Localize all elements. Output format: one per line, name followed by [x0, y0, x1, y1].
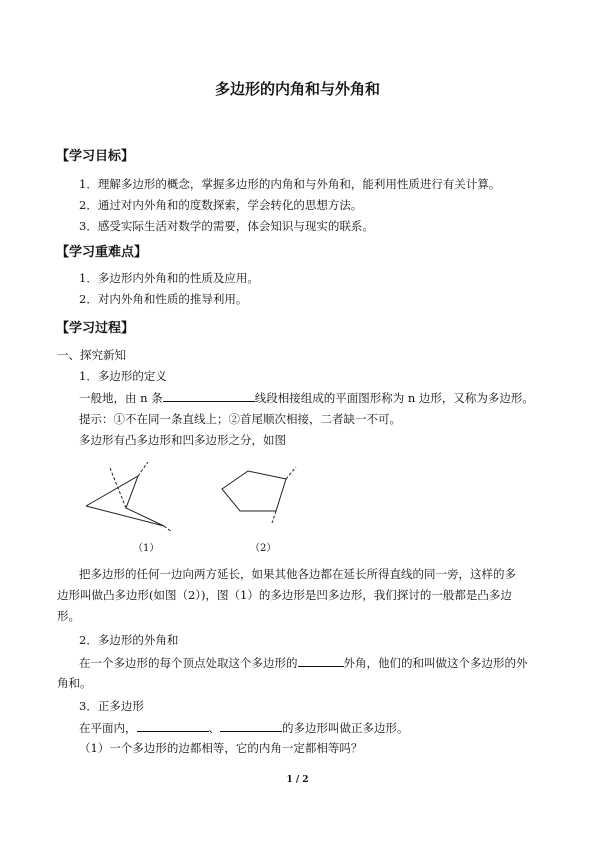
regular-text-b: 的多边形叫做正多边形。 — [282, 721, 409, 735]
goal-item-1: 1．理解多边形的概念，掌握多边形的内角和与外角和，能利用性质进行有关计算。 — [79, 177, 501, 191]
definition-blank[interactable] — [163, 390, 255, 402]
definition-text-a: 一般地，由 n 条 — [79, 391, 163, 405]
convex-paragraph-line-3: 形。 — [57, 609, 80, 623]
regular-blank-2[interactable] — [220, 720, 282, 732]
goal-item-3: 3．感受实际生活对数学的需要，体会知识与现实的联系。 — [79, 219, 374, 233]
figure-2-caption: （2） — [250, 543, 277, 554]
definition-line — [79, 390, 534, 405]
convex-paragraph-line-1: 把多边形的任何一边向两方延长，如果其他各边都在延长所得直线的同一旁，这样的多 — [79, 567, 516, 581]
convex-paragraph-line-2: 边形叫做凸多边形(如图（2）)，图（1）的多边形是凹多边形，我们探讨的一般都是凸多边 — [57, 588, 512, 602]
key-point-1: 1．多边形内外角和的性质及应用。 — [79, 271, 259, 285]
regular-polygon-heading: 3．正多边形 — [79, 699, 144, 713]
exterior-angle-line — [79, 655, 528, 670]
definition-text-b: 线段相接组成的平面图形称为 n 边形，又称为多边形。 — [254, 391, 534, 405]
goal-item-2: 2．通过对内外角和的度数探索，学会转化的思想方法。 — [79, 198, 363, 212]
question-1: （1）一个多边形的边都相等，它的内角一定都相等吗？ — [79, 741, 363, 755]
page-number: 1 / 2 — [286, 775, 309, 785]
figure-1-caption: （1） — [133, 543, 160, 554]
regular-blank-1[interactable] — [137, 720, 209, 732]
section-heading-key-points: 【学习重难点】 — [56, 245, 148, 260]
convex-polygon-figure — [218, 465, 303, 527]
hint-line: 提示：①不在同一条直线上；②首尾顺次相接，二者缺一不可。 — [79, 412, 401, 426]
polygon-types-line: 多边形有凸多边形和凹多边形之分，如图 — [79, 433, 286, 447]
section-heading-process: 【学习过程】 — [56, 321, 135, 336]
exterior-text-b: 外角，他们的和叫做这个多边形的外 — [343, 656, 528, 670]
exterior-angle-line-2: 角和。 — [57, 676, 92, 690]
exterior-angle-heading: 2．多边形的外角和 — [79, 633, 179, 647]
exterior-text-a: 在一个多边形的每个顶点处取这个多边形的 — [79, 656, 298, 670]
regular-text-a: 在平面内， — [79, 721, 137, 735]
page-title: 多边形的内角和与外角和 — [214, 80, 380, 98]
part-heading: 一、探究新知 — [57, 348, 126, 362]
regular-polygon-line — [79, 720, 409, 735]
section-heading-goals: 【学习目标】 — [56, 149, 135, 164]
concave-polygon-figure — [84, 462, 184, 537]
regular-separator: 、 — [208, 721, 220, 735]
definition-heading: 1．多边形的定义 — [79, 369, 167, 383]
exterior-blank[interactable] — [298, 655, 344, 667]
key-point-2: 2．对内外角和性质的推导利用。 — [79, 292, 248, 306]
